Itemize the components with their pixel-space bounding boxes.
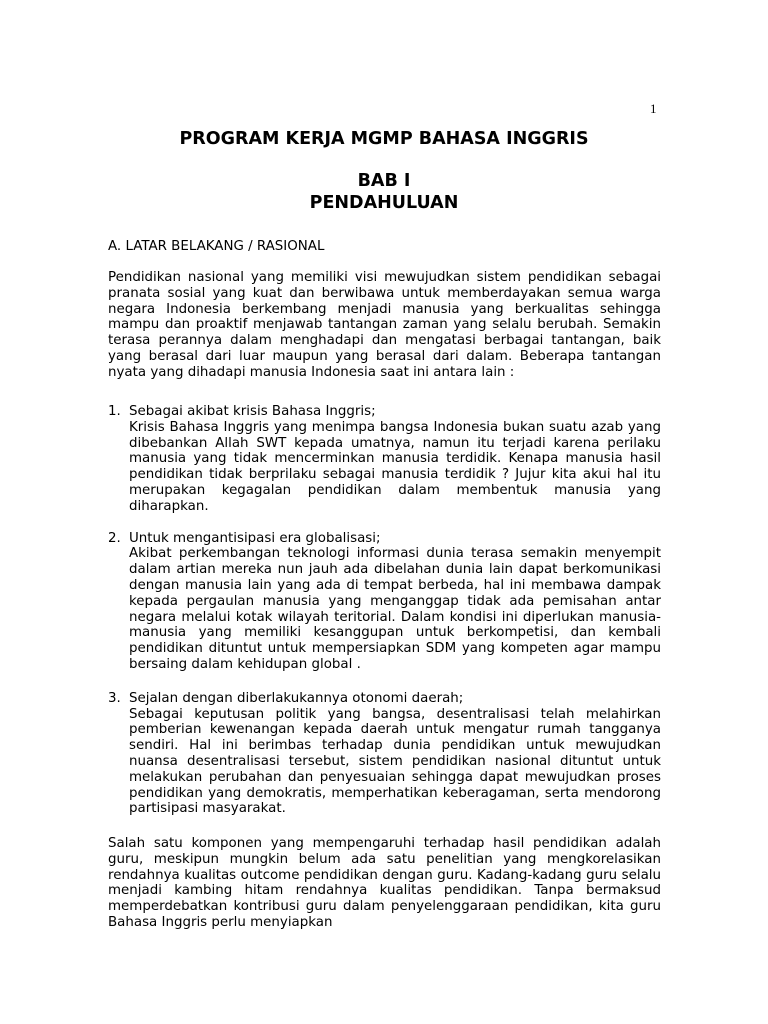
list-item-heading: Sejalan dengan diberlakukannya otonomi daerah; <box>129 690 464 706</box>
list-item-body: Akibat perkembangan teknologi informasi dunia terasa semakin menyempit dalam artian mereka nun jauh ada dibelahan dunia lain dapat berkomunikasi dengan manusia lain yang ada di tempat berbeda, hal ini membawa dampak kepada pergaulan manusia yang menganggap tidak ada pemisahan antar negara melalui kotak wilayah teritorial. Dalam kondisi ini diperlukan manusia-manusia yang memiliki kesanggupan untuk berkompetisi, dan kembali pendidikan dituntut untuk mempersiapkan SDM yang kompeten agar mampu bersaing dalam kehidupan global . <box>129 546 661 672</box>
closing-paragraph: Salah satu komponen yang mempengaruhi terhadap hasil pendidikan adalah guru, meskipun mungkin belum ada satu penelitian yang mengkorelasikan rendahnya kualitas outcome pendidikan dengan guru. Kadang-kadang guru selalu menjadi kambing hitam rendahnya kualitas pendidikan. Tanpa bermaksud memperdebatkan kontribusi guru dalam penyelenggaraan pendidikan, kita guru Bahasa Inggris perlu menyiapkan <box>108 836 661 930</box>
list-item-number: 3. <box>108 690 121 706</box>
chapter-name: PENDAHULUAN <box>309 193 459 213</box>
document-title: PROGRAM KERJA MGMP BAHASA INGGRIS <box>179 129 589 149</box>
list-item-body: Sebagai keputusan politik yang bangsa, desentralisasi telah melahirkan pemberian kewenangan kepada daerah untuk mengatur rumah tangganya sendiri. Hal ini berimbas terhadap dunia pendidikan untuk mewujudkan nuansa desentralisasi tersebut, sistem pendidikan nasional dituntut untuk melakukan perubahan dan penyesuaian sehingga dapat mewujudkan proses pendidikan yang demokratis, memperhatikan keberagaman, serta mendorong partisipasi masyarakat. <box>129 706 661 817</box>
chapter-heading <box>0 170 768 214</box>
challenges-list <box>108 404 661 833</box>
list-item <box>108 531 661 673</box>
list-item <box>108 404 661 515</box>
list-item-body: Krisis Bahasa Inggris yang menimpa bangsa Indonesia bukan suatu azab yang dibebankan Allah SWT kepada umatnya, namun itu terjadi karena perilaku manusia yang tidak mencerminkan manusia terdidik. Kenapa manusia hasil pendidikan tidak berprilaku sebagai manusia terdidik ? Jujur kita akui hal itu merupakan kegagalan pendidikan dalam membentuk manusia yang diharapkan. <box>129 419 661 514</box>
list-item-number: 2. <box>108 530 121 546</box>
list-item <box>108 691 661 817</box>
list-item-number: 1. <box>108 404 121 419</box>
list-item-heading: Sebagai akibat krisis Bahasa Inggris; <box>129 404 376 419</box>
list-item-heading: Untuk mengantisipasi era globalisasi; <box>129 530 381 546</box>
intro-paragraph: Pendidikan nasional yang memiliki visi mewujudkan sistem pendidikan sebagai pranata sosial yang kuat dan berwibawa untuk memberdayakan semua warga negara Indonesia berkembang menjadi manusia yang berkualitas sehingga mampu dan proaktif menjawab tantangan zaman yang selalu berubah. Semakin terasa perannya dalam menghadapi dan mengatasi berbagai tantangan, baik yang berasal dari luar maupun yang berasal dari dalam. Beberapa tantangan nyata yang dihadapi manusia Indonesia saat ini antara lain : <box>108 270 661 380</box>
chapter-label: BAB I <box>357 171 411 191</box>
section-heading: A. LATAR BELAKANG / RASIONAL <box>108 239 325 254</box>
page-number: 1 <box>650 101 657 116</box>
